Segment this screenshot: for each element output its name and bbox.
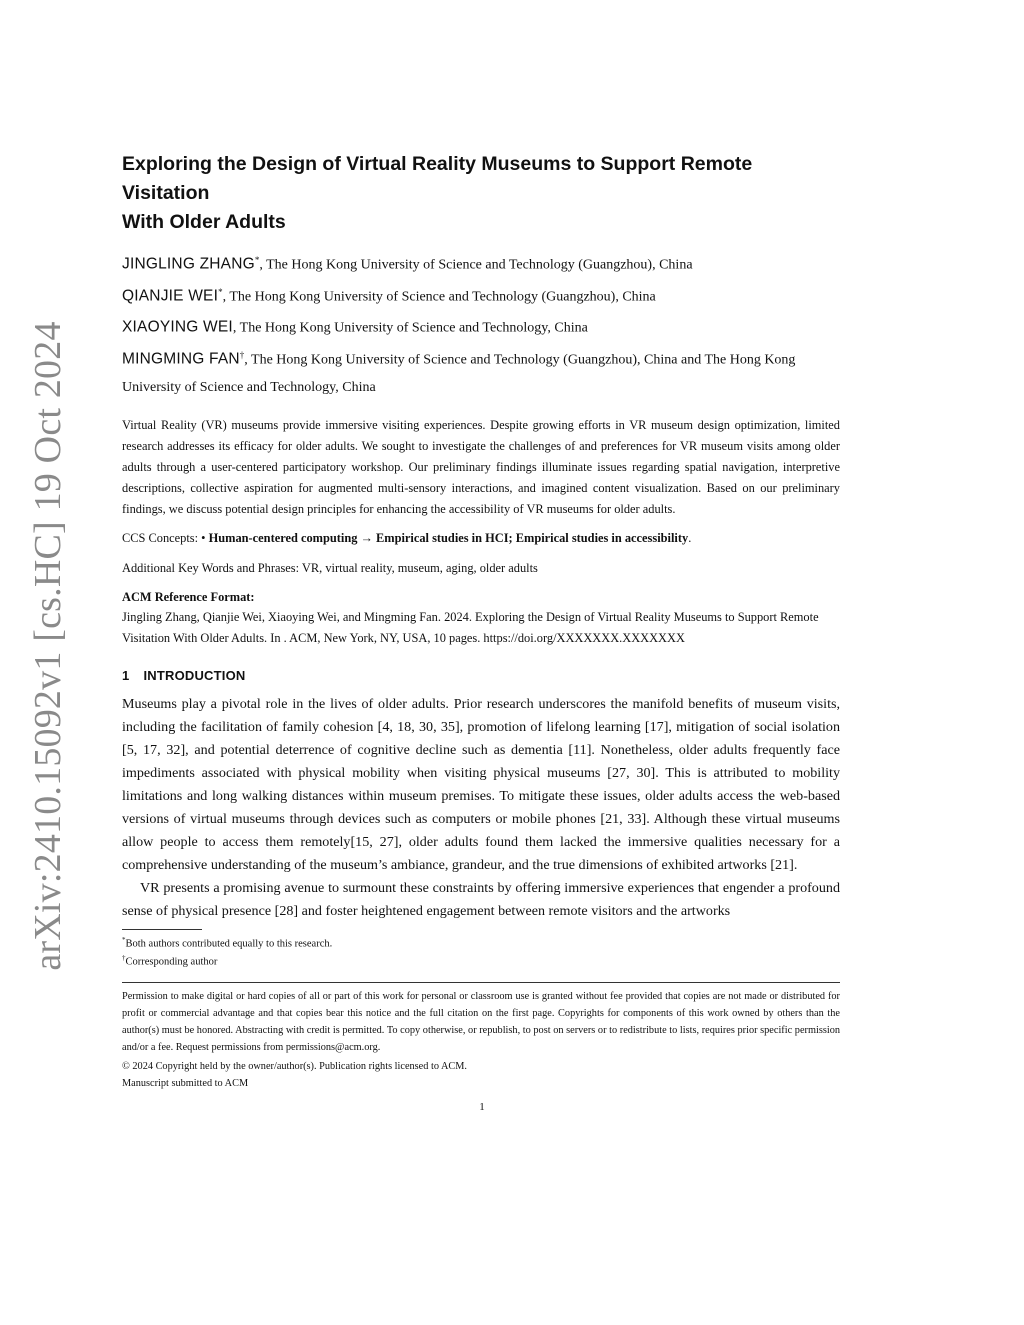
title-line-2: With Older Adults: [122, 211, 286, 233]
paper-page: [122, 150, 840, 1092]
footnote-text: Corresponding author: [125, 956, 218, 968]
author-affiliation: , The Hong Kong University of Science and Technology (Guangzhou), China: [259, 257, 693, 273]
footnote-mark: *: [122, 935, 126, 944]
reference-format-heading: ACM Reference Format:: [122, 589, 255, 604]
ccs-label: CCS Concepts: •: [122, 530, 209, 545]
page-number: [0, 1101, 1024, 1113]
author-name: MINGMING FAN: [122, 350, 240, 368]
author-name: XIAOYING WEI: [122, 318, 233, 336]
author-entry: [122, 310, 840, 342]
footnote-text: Both authors contributed equally to this research.: [125, 938, 333, 950]
footnote-rule: [122, 929, 202, 930]
author-affiliation: , The Hong Kong University of Science and Technology, China: [232, 320, 588, 336]
page-number-text: 1: [479, 1101, 485, 1113]
permission-rule: [122, 982, 840, 983]
copyright-line: © 2024 Copyright held by the owner/author(s). Publication rights licensed to ACM.: [122, 1060, 468, 1072]
arxiv-identifier: arXiv:2410.15092v1 [cs.HC] 19 Oct 2024: [27, 321, 69, 971]
title-line-1: Exploring the Design of Virtual Reality Museums to Support Remote Visitation: [122, 153, 753, 204]
author-mark: *: [254, 255, 260, 265]
permission-notice: Permission to make digital or hard copies of all or part of this work for personal or classroom use is granted without fee provided that copies are not made or distributed for profit or commercial advantage and that copies bear this notice and the full citation on the first page. Copyrights for components of this work owned by others than the author(s) must be honored. Abstracting with credit is permitted. To copy otherwise, or republish, to post on servers or to redistribute to lists, requires prior specific permission and/or a fee. Request permissions from permissions@acm.org.: [122, 990, 840, 1053]
section-title: INTRODUCTION: [143, 667, 246, 683]
footnote-mark: †: [122, 954, 126, 963]
arxiv-stamp: [0, 0, 90, 1325]
paper-title: [122, 150, 840, 237]
author-mark: *: [218, 286, 223, 297]
section-number: 1: [122, 667, 130, 683]
ccs-concepts: [122, 528, 840, 549]
author-entry: [122, 342, 840, 401]
author-list: [122, 247, 840, 401]
manuscript-line: Manuscript submitted to ACM: [122, 1077, 249, 1089]
body-paragraph: Museums play a pivotal role in the lives of older adults. Prior research underscores the manifold benefits of museum visits, including the facilitation of family cohesion [4, 18, 30, 35], promotion of lifelong learning [17], mitigation of social isolation [5, 17, 32], and potential deterrence of cognitive decline such as dementia [11]. Nonetheless, older adults frequently face impediments associated with physical mobility when visiting physical museums [27, 30]. This is attributed to mobility limitations and long walking distances within museum premises. To mitigate these issues, older adults access the web-based versions of virtual museums through devices such as computers or mobile phones [21, 33]. Although these virtual museums allow people to access them remotely[15, 27], older adults found them lacked the immersive qualities necessary for a comprehensive understanding of the museum’s ambiance, grandeur, and the true dimensions of exhibited artworks [21].: [122, 695, 840, 873]
author-affiliation: , The Hong Kong University of Science and Technology (Guangzhou), China and The Hong Kong University of Science and Technology, China: [122, 352, 796, 395]
author-mark: †: [239, 349, 245, 360]
author-name: JINGLING ZHANG: [122, 255, 255, 273]
section-heading: [122, 665, 840, 687]
footnote: [122, 951, 840, 970]
ccs-terms: Human-centered computing → Empirical studies in HCI; Empirical studies in accessibility: [208, 530, 689, 545]
author-entry: [122, 279, 840, 311]
author-affiliation: , The Hong Kong University of Science and Technology (Guangzhou), China: [222, 289, 656, 305]
keywords: Additional Key Words and Phrases: VR, virtual reality, museum, aging, older adults: [122, 560, 538, 575]
abstract: Virtual Reality (VR) museums provide immersive visiting experiences. Despite growing efforts in VR museum design optimization, limited research addresses its efficacy for older adults. We sought to investigate the challenges of and preferences for VR museum visits among older adults through a user-centered participatory workshop. Our preliminary findings illuminate issues regarding spatial navigation, interpretive descriptions, collective aspiration for augmented multi-sensory interactions, and imagined content visualization. Based on our preliminary findings, we discuss potential design principles for enhancing the accessibility of VR museums for older adults.: [122, 417, 840, 516]
author-name: QIANJIE WEI: [122, 287, 219, 305]
ccs-end: .: [688, 530, 692, 545]
footnote: [122, 933, 840, 952]
reference-format-text: Jingling Zhang, Qianjie Wei, Xiaoying Wei, and Mingming Fan. 2024. Exploring the Design of Virtual Reality Museums to Support Remote Visitation With Older Adults. In . ACM, New York, NY, USA, 10 pages. https://doi.org/XXXXXXX.XXXXXXX: [122, 609, 819, 645]
body-paragraph: VR presents a promising avenue to surmount these constraints by offering immersive experiences that engender a profound sense of physical presence [28] and foster heightened engagement between remote visitors and the artworks: [122, 879, 840, 919]
author-entry: [122, 247, 840, 279]
